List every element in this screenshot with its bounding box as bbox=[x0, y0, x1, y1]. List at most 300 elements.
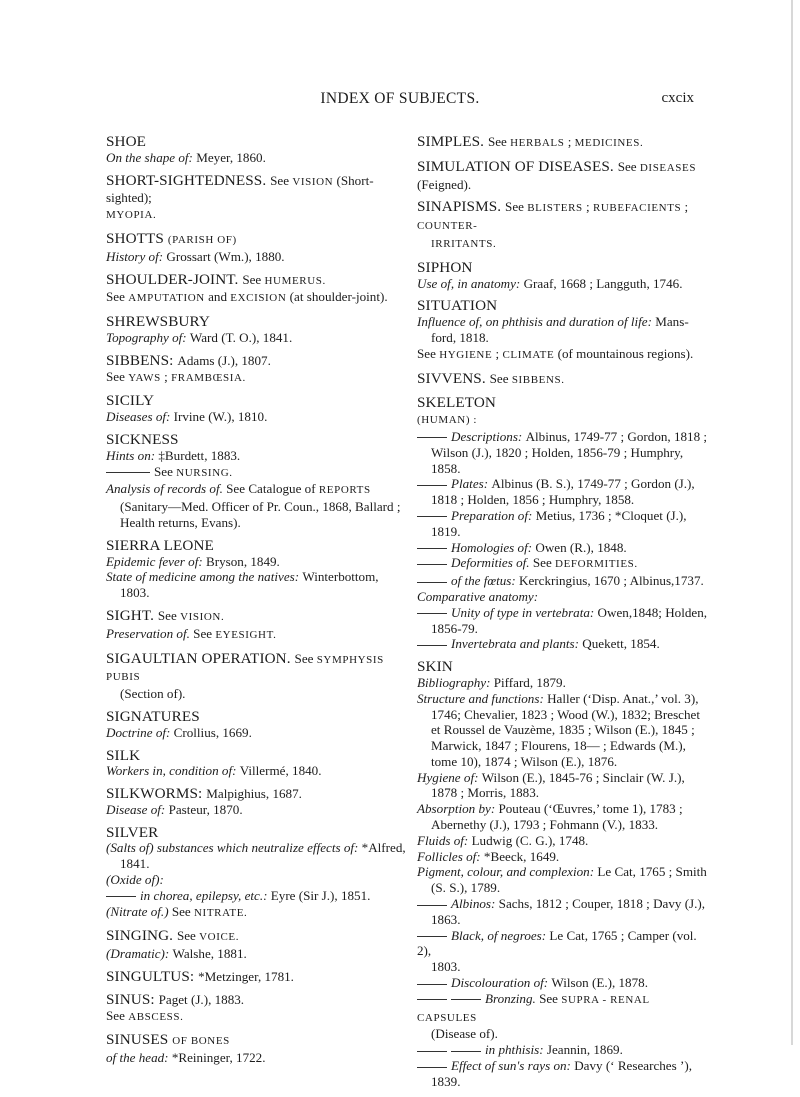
subheading: Hints on: bbox=[106, 447, 159, 463]
ditto-dash bbox=[417, 999, 447, 1000]
entry-line bbox=[106, 928, 406, 946]
entry-heading: SICKNESS bbox=[106, 430, 179, 448]
entry-heading: SINGULTUS: bbox=[106, 968, 199, 986]
entry-text: Albinus, 1749-77 ; Gordon, 1818 ; bbox=[525, 428, 708, 444]
entry-line bbox=[417, 445, 710, 461]
entry-text: Malpighius, 1687. bbox=[206, 786, 302, 802]
entry-line bbox=[106, 499, 406, 515]
page-edge bbox=[791, 0, 793, 1045]
subheading: Unity of type in vertebrata: bbox=[451, 604, 598, 620]
entry-line bbox=[417, 691, 710, 707]
entry-text: Bryson, 1849. bbox=[205, 553, 280, 569]
entry-text: (at shoulder-joint). bbox=[286, 289, 388, 305]
entry-text: Villermé, 1840. bbox=[239, 763, 322, 779]
entry-line bbox=[417, 429, 710, 445]
subheading: Analysis of records of. bbox=[106, 481, 227, 497]
entry-line bbox=[106, 686, 406, 702]
entry-line bbox=[417, 722, 710, 738]
entry-line bbox=[417, 849, 710, 865]
entry-text: Wilson (J.), 1820 ; Holden, 1856-79 ; Humphry, bbox=[431, 444, 684, 460]
entry-line bbox=[106, 369, 406, 387]
index-entry bbox=[106, 173, 406, 224]
entry-line bbox=[417, 508, 710, 524]
entry-text: See bbox=[489, 370, 512, 386]
entry-text: 1841. bbox=[120, 856, 150, 872]
index-entry bbox=[106, 432, 406, 531]
cross-reference: NITRATE. bbox=[194, 906, 248, 919]
entry-line bbox=[106, 608, 406, 626]
entry-line bbox=[417, 833, 710, 849]
left-column bbox=[106, 134, 406, 1073]
cross-reference: VOICE. bbox=[199, 931, 240, 944]
entry-text: (Sanitary—Med. Officer of Pr. Coun., 1868, Ballard ; bbox=[120, 499, 401, 515]
index-entry bbox=[106, 928, 406, 962]
cross-reference: HERBALS bbox=[510, 137, 565, 149]
entry-heading: SINUS: bbox=[106, 990, 159, 1008]
entry-line bbox=[417, 636, 710, 652]
entry-text: 1856-79. bbox=[431, 620, 478, 636]
cross-reference: CLIMATE bbox=[502, 348, 555, 361]
entry-heading: SINUSES bbox=[106, 1031, 173, 1049]
entry-line bbox=[106, 763, 406, 779]
right-column bbox=[417, 134, 710, 1097]
subheading: in chorea, epilepsy, etc.: bbox=[140, 887, 271, 903]
entry-line bbox=[106, 872, 406, 888]
cross-reference: (HUMAN) : bbox=[417, 414, 478, 427]
entry-line bbox=[106, 626, 406, 644]
page-header bbox=[0, 90, 800, 110]
index-entry bbox=[106, 393, 406, 425]
entry-line bbox=[106, 786, 406, 802]
subheading: Structure and functions: bbox=[417, 690, 548, 706]
entry-line bbox=[106, 249, 406, 265]
entry-line bbox=[106, 748, 406, 764]
entry-line bbox=[417, 1026, 710, 1042]
entry-line bbox=[106, 709, 406, 725]
cross-reference: SIBBENS. bbox=[511, 373, 565, 386]
entry-line bbox=[106, 134, 406, 150]
entry-text: Crollius, 1669. bbox=[173, 724, 252, 740]
entry-line bbox=[106, 825, 406, 841]
cross-reference: FRAMBŒSIA. bbox=[171, 371, 246, 384]
ditto-dash bbox=[417, 582, 447, 583]
entry-text: (of mountainous regions). bbox=[554, 345, 694, 361]
entry-line bbox=[417, 555, 710, 573]
cross-reference: MEDICINES. bbox=[574, 137, 644, 149]
entry-line bbox=[106, 464, 406, 482]
entry-line bbox=[417, 492, 710, 508]
entry-line bbox=[417, 880, 710, 896]
entry-line bbox=[417, 573, 710, 589]
subheading: Use of, in anatomy: bbox=[417, 275, 524, 291]
entry-line bbox=[106, 231, 406, 249]
entry-line bbox=[106, 904, 406, 922]
entry-text: See bbox=[171, 903, 195, 919]
subheading: Deformities of. bbox=[451, 555, 533, 571]
entry-text: See bbox=[417, 345, 440, 361]
entry-heading: SHOTTS bbox=[106, 229, 168, 247]
entry-line bbox=[417, 1058, 710, 1074]
entry-line bbox=[106, 206, 406, 224]
entry-heading: SIGNATURES bbox=[106, 707, 200, 725]
entry-line bbox=[106, 353, 406, 369]
entry-line bbox=[106, 992, 406, 1008]
subheading: Doctrine of: bbox=[106, 724, 174, 740]
entry-line bbox=[106, 393, 406, 409]
entry-heading: SIGHT. bbox=[106, 606, 158, 624]
entry-line bbox=[417, 975, 710, 991]
entry-line bbox=[417, 754, 710, 770]
index-entry bbox=[106, 353, 406, 387]
entry-line bbox=[106, 1032, 406, 1050]
entry-line bbox=[417, 260, 710, 276]
entry-text: See bbox=[106, 368, 129, 384]
cross-reference: AMPUTATION bbox=[128, 292, 205, 305]
entry-text: See bbox=[539, 990, 562, 1006]
entry-text: Le Cat, 1765 ; Smith bbox=[597, 864, 707, 880]
entry-text: Ward (T. O.), 1841. bbox=[189, 329, 293, 345]
entry-text: *Reininger, 1722. bbox=[171, 1050, 266, 1066]
index-entry bbox=[417, 159, 710, 193]
ditto-dash bbox=[417, 984, 447, 985]
entry-text: *Beeck, 1649. bbox=[483, 848, 560, 864]
entry-text: Irvine (W.), 1810. bbox=[173, 409, 268, 425]
ditto-dash bbox=[106, 472, 150, 473]
subheading: History of: bbox=[106, 248, 167, 264]
entry-line bbox=[106, 314, 406, 330]
entry-line bbox=[106, 946, 406, 962]
entry-heading: SIMULATION OF DISEASES. bbox=[417, 157, 618, 175]
entry-text: See bbox=[487, 134, 511, 149]
entry-heading: SKELETON bbox=[417, 394, 496, 412]
ditto-dash bbox=[451, 999, 481, 1000]
entry-line bbox=[417, 675, 710, 691]
entry-line bbox=[417, 276, 710, 292]
entry-text: Owen (R.), 1848. bbox=[535, 539, 627, 555]
ditto-dash bbox=[417, 516, 447, 517]
subheading: Invertebrata and plants: bbox=[451, 636, 583, 652]
subheading: Homologies of: bbox=[451, 539, 536, 555]
entry-text: 1858. bbox=[431, 460, 461, 476]
entry-text: See bbox=[106, 1007, 129, 1023]
ditto-dash bbox=[417, 905, 447, 906]
entry-text: ; bbox=[160, 368, 172, 384]
subheading: Workers in, condition of: bbox=[106, 763, 240, 779]
cross-reference: EXCISION bbox=[230, 292, 287, 305]
subheading: Albinos: bbox=[451, 896, 499, 912]
index-entry bbox=[417, 199, 710, 252]
subheading: Effect of sun's rays on: bbox=[451, 1058, 575, 1074]
entry-line bbox=[417, 540, 710, 556]
index-entry bbox=[106, 608, 406, 644]
entry-heading: SIGAULTIAN OPERATION. bbox=[106, 649, 295, 667]
index-entry bbox=[417, 395, 710, 652]
entry-line bbox=[417, 770, 710, 786]
entry-text: See bbox=[294, 650, 317, 666]
entry-text: Wilson (E.), 1845-76 ; Sinclair (W. J.), bbox=[481, 769, 685, 785]
entry-text: Eyre (Sir J.), 1851. bbox=[270, 887, 371, 903]
entry-text: 1863. bbox=[431, 911, 461, 927]
subheading: of the head: bbox=[106, 1050, 172, 1066]
subheading: Hygiene of: bbox=[417, 769, 482, 785]
index-entry bbox=[106, 1032, 406, 1066]
entry-line bbox=[106, 1050, 406, 1066]
entry-text: *Metzinger, 1781. bbox=[198, 969, 294, 985]
entry-line bbox=[106, 409, 406, 425]
subheading: Plates: bbox=[451, 476, 492, 492]
subheading: Preservation of. bbox=[106, 625, 194, 641]
index-entry bbox=[106, 134, 406, 166]
cross-reference: MYOPIA. bbox=[106, 209, 157, 222]
subheading: Comparative anatomy: bbox=[417, 588, 539, 604]
entry-line bbox=[417, 199, 710, 235]
cross-reference: SUPRA - RENAL CAPSULES bbox=[417, 993, 653, 1024]
subheading: of the fœtus: bbox=[451, 573, 520, 589]
page-number: cxcix bbox=[661, 90, 694, 106]
cross-reference: YAWS bbox=[128, 371, 161, 384]
cross-reference: HYGIENE bbox=[439, 348, 493, 361]
entry-line bbox=[106, 1008, 406, 1026]
index-entry bbox=[106, 651, 406, 702]
entry-text: ; bbox=[564, 134, 575, 149]
entry-heading: SICILY bbox=[106, 392, 155, 410]
entry-text: See bbox=[242, 271, 265, 287]
entry-heading: SHOE bbox=[106, 133, 147, 150]
entry-text: et Roussel de Vauzème, 1835 ; Wilson (E.), 1845 ; bbox=[431, 722, 695, 738]
entry-line bbox=[106, 272, 406, 290]
subheading: Follicles of: bbox=[417, 848, 484, 864]
cross-reference: ABSCESS. bbox=[128, 1010, 184, 1023]
entry-line bbox=[106, 173, 406, 207]
entry-text: 1839. bbox=[431, 1073, 461, 1089]
entry-line bbox=[417, 298, 710, 314]
subheading: Absorption by: bbox=[417, 801, 499, 817]
index-entry bbox=[106, 538, 406, 601]
entry-text: 1878 ; Morris, 1883. bbox=[431, 785, 540, 801]
cross-reference: DISEASES bbox=[639, 161, 697, 174]
cross-reference: EYESIGHT. bbox=[215, 628, 277, 641]
entry-line bbox=[417, 476, 710, 492]
cross-reference: VISION. bbox=[180, 610, 225, 623]
entry-line bbox=[417, 524, 710, 540]
entry-text: Jeannin, 1869. bbox=[546, 1042, 623, 1058]
entry-text: ; bbox=[582, 199, 593, 215]
entry-heading: SIBBENS: bbox=[106, 351, 178, 369]
entry-line bbox=[417, 346, 710, 364]
cross-reference: RUBEFACIENTS bbox=[592, 202, 682, 215]
entry-line bbox=[417, 235, 710, 253]
entry-line bbox=[417, 912, 710, 928]
entry-text: See bbox=[154, 463, 177, 479]
entry-text: See bbox=[193, 625, 216, 641]
entry-line bbox=[106, 432, 406, 448]
entry-text: 1819. bbox=[431, 523, 461, 539]
entry-line bbox=[106, 448, 406, 464]
ditto-dash bbox=[451, 1051, 481, 1052]
entry-line bbox=[417, 314, 710, 330]
entry-line bbox=[417, 159, 710, 193]
entry-text: Piffard, 1879. bbox=[493, 674, 566, 690]
entry-heading: SHOULDER-JOINT. bbox=[106, 270, 243, 288]
entry-text: ; bbox=[681, 199, 692, 215]
entry-line bbox=[106, 585, 406, 601]
entry-text: and bbox=[204, 289, 231, 305]
cross-reference: NURSING. bbox=[176, 466, 233, 479]
index-entry bbox=[106, 748, 406, 780]
cross-reference: COUNTER- bbox=[417, 220, 478, 233]
entry-text: Meyer, 1860. bbox=[196, 149, 266, 165]
entry-text: 1803. bbox=[120, 585, 150, 601]
subheading: Epidemic fever of: bbox=[106, 553, 206, 569]
subheading: (Salts of) substances which neutralize effects of: bbox=[106, 840, 362, 856]
entry-text: ford, 1818. bbox=[431, 329, 489, 345]
entry-text: Le Cat, 1765 ; Camper (vol. 2), bbox=[417, 927, 700, 959]
subheading: Topography of: bbox=[106, 329, 190, 345]
subheading: (Dramatic): bbox=[106, 946, 173, 962]
subheading: Pigment, colour, and complexion: bbox=[417, 864, 598, 880]
index-entry bbox=[106, 231, 406, 265]
entry-heading: SIERRA LEONE bbox=[106, 536, 214, 554]
subheading: Fluids of: bbox=[417, 832, 472, 848]
ditto-dash bbox=[417, 1067, 447, 1068]
entry-line bbox=[417, 896, 710, 912]
entry-text: Ludwig (C. G.), 1748. bbox=[471, 832, 589, 848]
entry-line bbox=[417, 738, 710, 754]
entry-line bbox=[417, 605, 710, 621]
cross-reference: REPORTS bbox=[318, 484, 371, 497]
entry-line bbox=[417, 371, 710, 389]
entry-heading: SHORT-SIGHTEDNESS. bbox=[106, 171, 271, 189]
subheading: Influence of, on phthisis and duration of life: bbox=[417, 314, 656, 330]
entry-line bbox=[417, 659, 710, 675]
entry-line bbox=[106, 481, 406, 499]
entry-line bbox=[106, 554, 406, 570]
index-entry bbox=[417, 371, 710, 389]
entry-line bbox=[106, 856, 406, 872]
entry-text: Paget (J.), 1883. bbox=[158, 991, 245, 1007]
entry-text: Davy (‘ Researches ’), bbox=[574, 1058, 692, 1074]
running-title: INDEX OF SUBJECTS. bbox=[320, 90, 480, 107]
entry-heading: SINAPISMS. bbox=[417, 198, 506, 216]
entry-line bbox=[417, 330, 710, 346]
entry-line bbox=[106, 538, 406, 554]
entry-text: (Section of). bbox=[120, 686, 186, 702]
entry-heading: SILVER bbox=[106, 823, 159, 841]
entry-text: 1803. bbox=[431, 959, 461, 975]
cross-reference: (PARISH OF) bbox=[167, 233, 237, 246]
entry-line bbox=[417, 817, 710, 833]
index-entry bbox=[106, 992, 406, 1026]
entry-line bbox=[417, 959, 710, 975]
entry-heading: SKIN bbox=[417, 658, 453, 676]
entry-line bbox=[106, 802, 406, 818]
subheading: Preparation of: bbox=[451, 507, 536, 523]
cross-reference: HUMERUS. bbox=[264, 274, 326, 287]
index-entry bbox=[106, 786, 406, 818]
subheading: (Oxide of): bbox=[106, 872, 164, 888]
entry-text: Haller (‘Disp. Anat.,’ vol. 3), bbox=[547, 690, 699, 706]
index-entry bbox=[417, 659, 710, 1090]
subheading: Bronzing. bbox=[485, 990, 540, 1006]
entry-text: See Catalogue of bbox=[226, 481, 319, 497]
ditto-dash bbox=[417, 645, 447, 646]
entry-text: ‡Burdett, 1883. bbox=[158, 447, 241, 463]
entry-line bbox=[417, 864, 710, 880]
entry-heading: SITUATION bbox=[417, 297, 498, 315]
ditto-dash bbox=[417, 437, 447, 438]
subheading: On the shape of: bbox=[106, 149, 197, 165]
entry-line bbox=[106, 150, 406, 166]
entry-text: Grossart (Wm.), 1880. bbox=[166, 248, 285, 264]
entry-heading: SILKWORMS: bbox=[106, 785, 207, 803]
entry-text: See bbox=[532, 555, 556, 571]
entry-line bbox=[106, 725, 406, 741]
entry-line bbox=[417, 785, 710, 801]
entry-text: Wilson (E.), 1878. bbox=[551, 975, 648, 991]
entry-heading: SIVVENS. bbox=[417, 369, 490, 387]
index-entry bbox=[417, 134, 710, 152]
ditto-dash bbox=[417, 564, 447, 565]
cross-reference: BLISTERS bbox=[527, 202, 583, 215]
entry-line bbox=[417, 801, 710, 817]
index-entry bbox=[106, 314, 406, 346]
index-entry bbox=[106, 825, 406, 922]
entry-text: See bbox=[505, 199, 528, 215]
ditto-dash bbox=[417, 613, 447, 614]
entry-text: 1818 ; Holden, 1856 ; Humphry, 1858. bbox=[431, 492, 635, 508]
ditto-dash bbox=[417, 485, 447, 486]
entry-text: (S. S.), 1789. bbox=[431, 880, 501, 896]
entry-text: Winterbottom, bbox=[302, 569, 379, 585]
entry-line bbox=[417, 707, 710, 723]
entry-text: Graaf, 1668 ; Langguth, 1746. bbox=[523, 275, 683, 291]
entry-text: (Disease of). bbox=[431, 1026, 498, 1042]
subheading: State of medicine among the natives: bbox=[106, 569, 303, 585]
entry-text: Health returns, Evans). bbox=[120, 514, 241, 530]
entry-text: Quekett, 1854. bbox=[582, 636, 660, 652]
entry-text: Marwick, 1847 ; Flourens, 18— ; Edwards (M.), bbox=[431, 738, 686, 754]
entry-text: Owen,1848; Holden, bbox=[597, 604, 708, 620]
ditto-dash bbox=[417, 936, 447, 937]
entry-text: Mans- bbox=[655, 314, 689, 330]
entry-text: See bbox=[176, 928, 200, 944]
ditto-dash bbox=[106, 896, 136, 897]
entry-text: Sachs, 1812 ; Couper, 1818 ; Davy (J.), bbox=[498, 896, 706, 912]
entry-line bbox=[417, 134, 710, 152]
entry-text: Walshe, 1881. bbox=[172, 946, 247, 962]
entry-line bbox=[417, 411, 710, 429]
entry-text: 1746; Chevalier, 1823 ; Wood (W.), 1832; Breschet bbox=[431, 706, 700, 722]
ditto-dash bbox=[417, 1051, 447, 1052]
entry-line bbox=[417, 395, 710, 411]
entry-heading: SIPHON bbox=[417, 258, 473, 276]
entry-text: Adams (J.), 1807. bbox=[177, 352, 271, 368]
entry-text: Metius, 1736 ; *Cloquet (J.), bbox=[535, 507, 687, 523]
entry-line bbox=[417, 991, 710, 1027]
subheading: Bibliography: bbox=[417, 674, 494, 690]
entry-text: Pasteur, 1870. bbox=[168, 801, 243, 817]
entry-line bbox=[106, 330, 406, 346]
cross-reference: VISION bbox=[292, 175, 334, 188]
entry-line bbox=[417, 928, 710, 960]
subheading: Diseases of: bbox=[106, 409, 174, 425]
entry-line bbox=[417, 1074, 710, 1090]
subheading: (Nitrate of.) bbox=[106, 903, 172, 919]
subheading: in phthisis: bbox=[485, 1042, 547, 1058]
entry-text: tome 10), 1874 ; Wilson (E.), 1876. bbox=[431, 753, 618, 769]
subheading: Disease of: bbox=[106, 801, 169, 817]
entry-line bbox=[106, 515, 406, 531]
